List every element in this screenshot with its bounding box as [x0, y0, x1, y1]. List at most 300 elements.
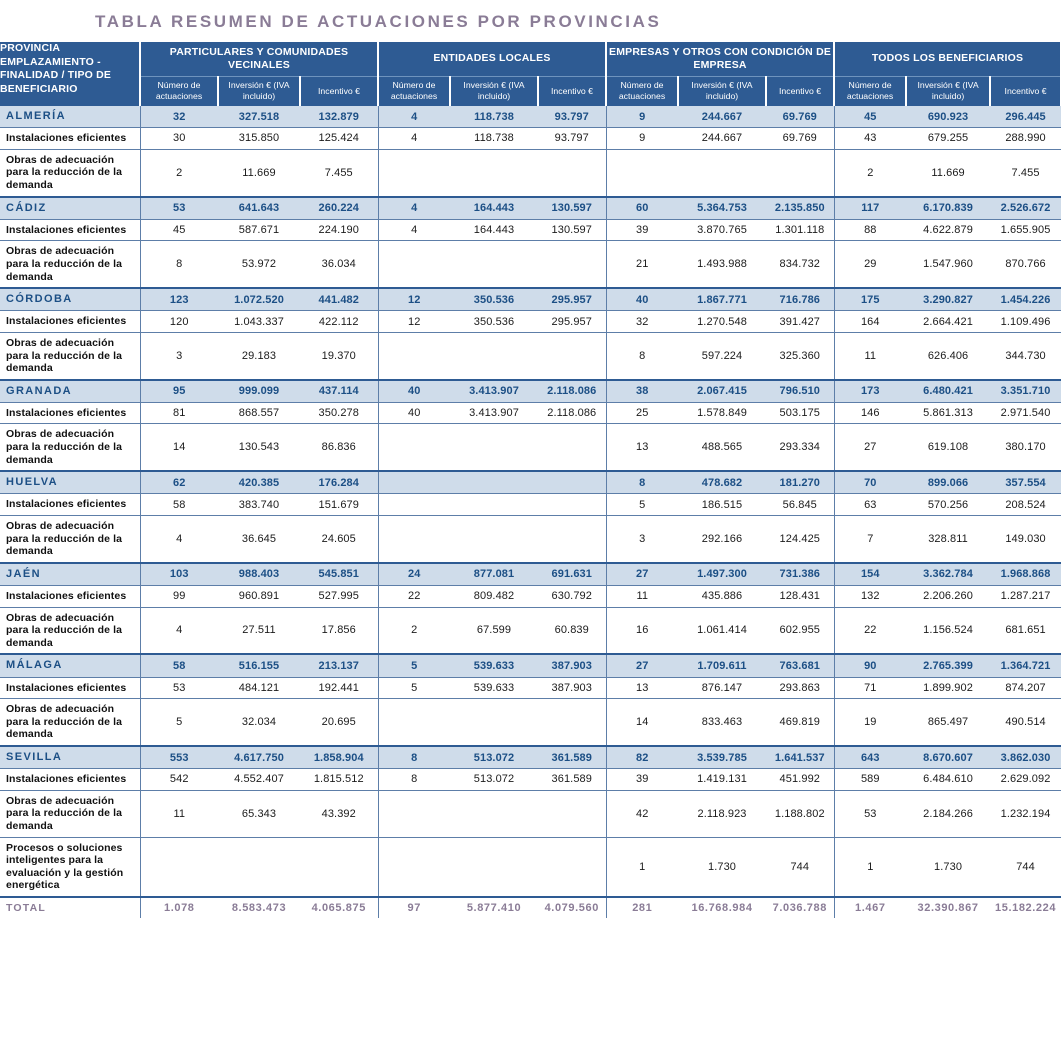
table-cell: 2.135.850	[766, 197, 834, 220]
table-cell: 244.667	[678, 128, 766, 150]
table-cell: 435.886	[678, 586, 766, 608]
row-label: Obras de adecuación para la reducción de la demanda	[0, 607, 140, 654]
row-label: Instalaciones eficientes	[0, 311, 140, 333]
table-cell: 16.768.984	[678, 897, 766, 919]
table-cell: 69.769	[766, 128, 834, 150]
table-cell: 63	[834, 494, 906, 516]
table-cell: 117	[834, 197, 906, 220]
table-cell: 181.270	[766, 471, 834, 494]
table-cell: 796.510	[766, 380, 834, 403]
table-cell	[538, 494, 606, 516]
table-cell: 3.290.827	[906, 288, 990, 311]
table-cell: 2.067.415	[678, 380, 766, 403]
table-cell: 809.482	[450, 586, 538, 608]
header-sub-actuaciones-2: Número de actuaciones	[378, 76, 450, 106]
table-cell	[218, 837, 300, 897]
table-cell: 11.669	[218, 149, 300, 196]
table-cell: 539.633	[450, 654, 538, 677]
table-cell: 12	[378, 311, 450, 333]
table-cell: 9	[606, 106, 678, 128]
table-cell: 589	[834, 769, 906, 791]
table-cell: 213.137	[300, 654, 378, 677]
table-cell: 13	[606, 424, 678, 471]
table-cell: 1.493.988	[678, 241, 766, 288]
table-row-obras	[0, 149, 1061, 196]
header-sub-inversion-4: Inversión € (IVA incluido)	[906, 76, 990, 106]
table-cell: 1	[834, 837, 906, 897]
header-group-todos: TODOS LOS BENEFICIARIOS	[834, 42, 1061, 76]
table-cell: 626.406	[906, 332, 990, 379]
table-cell: 1.364.721	[990, 654, 1061, 677]
table-cell: 488.565	[678, 424, 766, 471]
table-cell: 387.903	[538, 654, 606, 677]
table-row-obras	[0, 241, 1061, 288]
table-cell: 58	[140, 654, 218, 677]
table-cell	[538, 241, 606, 288]
table-cell	[450, 332, 538, 379]
table-cell: 146	[834, 402, 906, 424]
header-sub-incentivo-4: Incentivo €	[990, 76, 1061, 106]
table-cell: 1.709.611	[678, 654, 766, 677]
table-cell: 3.413.907	[450, 380, 538, 403]
row-label: Obras de adecuación para la reducción de la demanda	[0, 516, 140, 563]
table-cell: 132	[834, 586, 906, 608]
table-cell: 60.839	[538, 607, 606, 654]
table-cell: 5.364.753	[678, 197, 766, 220]
table-cell: 361.589	[538, 769, 606, 791]
table-cell: 2.206.260	[906, 586, 990, 608]
table-cell: 2.184.266	[906, 790, 990, 837]
table-cell: 587.671	[218, 219, 300, 241]
table-cell: 834.732	[766, 241, 834, 288]
table-cell: 53	[140, 677, 218, 699]
table-cell: 12	[378, 288, 450, 311]
table-cell: 545.851	[300, 563, 378, 586]
header-corner-label: PROVINCIA EMPLAZAMIENTO - FINALIDAD / TIPO DE BENEFICIARIO	[0, 42, 140, 106]
province-name: MÁLAGA	[0, 654, 140, 677]
table-cell: 437.114	[300, 380, 378, 403]
table-cell: 865.497	[906, 699, 990, 746]
table-cell: 11	[834, 332, 906, 379]
province-name: CÓRDOBA	[0, 288, 140, 311]
table-cell: 45	[140, 219, 218, 241]
table-cell: 38	[606, 380, 678, 403]
table-cell: 118.738	[450, 128, 538, 150]
summary-table	[0, 42, 1061, 918]
table-cell: 870.766	[990, 241, 1061, 288]
table-cell: 643	[834, 746, 906, 769]
table-cell: 173	[834, 380, 906, 403]
table-cell	[378, 471, 450, 494]
table-cell: 691.631	[538, 563, 606, 586]
table-cell: 3.362.784	[906, 563, 990, 586]
table-cell: 602.955	[766, 607, 834, 654]
table-cell: 293.863	[766, 677, 834, 699]
table-cell: 8	[606, 471, 678, 494]
table-cell	[378, 332, 450, 379]
table-cell	[450, 699, 538, 746]
table-row-obras	[0, 516, 1061, 563]
table-cell: 1.730	[906, 837, 990, 897]
table-cell: 357.554	[990, 471, 1061, 494]
row-label: Instalaciones eficientes	[0, 402, 140, 424]
table-row-province	[0, 654, 1061, 677]
header-group-entidades-locales: ENTIDADES LOCALES	[378, 42, 606, 76]
table-cell: 5	[140, 699, 218, 746]
table-cell: 3.351.710	[990, 380, 1061, 403]
province-name: JAÉN	[0, 563, 140, 586]
table-cell: 690.923	[906, 106, 990, 128]
table-cell: 27.511	[218, 607, 300, 654]
table-cell: 295.957	[538, 311, 606, 333]
table-cell: 86.836	[300, 424, 378, 471]
table-cell: 1.043.337	[218, 311, 300, 333]
table-cell	[450, 494, 538, 516]
table-cell: 4.552.407	[218, 769, 300, 791]
table-cell: 22	[378, 586, 450, 608]
table-cell: 1.419.131	[678, 769, 766, 791]
table-cell: 2	[378, 607, 450, 654]
table-cell: 208.524	[990, 494, 1061, 516]
table-cell: 67.599	[450, 607, 538, 654]
table-cell	[538, 149, 606, 196]
table-cell: 7.036.788	[766, 897, 834, 919]
table-cell: 5.877.410	[450, 897, 538, 919]
row-label: Instalaciones eficientes	[0, 586, 140, 608]
table-cell	[378, 149, 450, 196]
row-label: Instalaciones eficientes	[0, 494, 140, 516]
table-row-total	[0, 897, 1061, 919]
table-cell: 82	[606, 746, 678, 769]
table-cell: 3.413.907	[450, 402, 538, 424]
table-cell: 40	[378, 402, 450, 424]
table-cell: 32	[606, 311, 678, 333]
table-row-eficientes	[0, 494, 1061, 516]
table-cell: 32	[140, 106, 218, 128]
table-cell: 3.539.785	[678, 746, 766, 769]
table-cell	[378, 837, 450, 897]
table-cell: 69.769	[766, 106, 834, 128]
table-cell: 4	[378, 128, 450, 150]
table-cell: 58	[140, 494, 218, 516]
table-cell: 422.112	[300, 311, 378, 333]
header-group-empresas: EMPRESAS Y OTROS CON CONDICIÓN DE EMPRESA	[606, 42, 834, 76]
table-cell: 21	[606, 241, 678, 288]
table-cell: 13	[606, 677, 678, 699]
table-row-province	[0, 106, 1061, 128]
table-cell: 11	[140, 790, 218, 837]
table-row-obras	[0, 332, 1061, 379]
total-label: TOTAL	[0, 897, 140, 919]
table-cell: 103	[140, 563, 218, 586]
table-cell: 1.497.300	[678, 563, 766, 586]
table-cell: 8.670.607	[906, 746, 990, 769]
table-cell: 14	[140, 424, 218, 471]
table-cell: 2.118.086	[538, 402, 606, 424]
table-cell	[538, 837, 606, 897]
table-cell: 344.730	[990, 332, 1061, 379]
table-cell: 3.862.030	[990, 746, 1061, 769]
table-cell	[450, 837, 538, 897]
table-cell: 553	[140, 746, 218, 769]
table-cell	[378, 790, 450, 837]
table-cell: 2.664.421	[906, 311, 990, 333]
table-cell: 130.597	[538, 197, 606, 220]
table-row-obras	[0, 790, 1061, 837]
table-cell: 988.403	[218, 563, 300, 586]
table-cell: 679.255	[906, 128, 990, 150]
table-cell: 7	[834, 516, 906, 563]
table-cell: 2.526.672	[990, 197, 1061, 220]
row-label: Obras de adecuación para la reducción de la demanda	[0, 424, 140, 471]
table-cell: 8	[378, 746, 450, 769]
table-cell: 868.557	[218, 402, 300, 424]
table-cell	[450, 471, 538, 494]
table-cell: 1.109.496	[990, 311, 1061, 333]
table-row-eficientes	[0, 311, 1061, 333]
table-cell: 3.870.765	[678, 219, 766, 241]
table-cell: 128.431	[766, 586, 834, 608]
table-cell: 42	[606, 790, 678, 837]
table-cell: 93.797	[538, 128, 606, 150]
table-cell: 960.891	[218, 586, 300, 608]
table-row-eficientes	[0, 769, 1061, 791]
table-cell: 8	[606, 332, 678, 379]
table-cell: 484.121	[218, 677, 300, 699]
table-cell: 2.765.399	[906, 654, 990, 677]
table-cell: 1.655.905	[990, 219, 1061, 241]
page-title: TABLA RESUMEN DE ACTUACIONES POR PROVINCIAS	[95, 12, 662, 31]
table-cell: 2	[140, 149, 218, 196]
row-label: Instalaciones eficientes	[0, 128, 140, 150]
table-cell: 24	[378, 563, 450, 586]
table-cell: 325.360	[766, 332, 834, 379]
table-cell: 1.270.548	[678, 311, 766, 333]
table-cell: 350.536	[450, 288, 538, 311]
table-cell: 151.679	[300, 494, 378, 516]
table-cell: 40	[606, 288, 678, 311]
table-cell	[450, 149, 538, 196]
table-cell: 1.547.960	[906, 241, 990, 288]
table-row-obras	[0, 607, 1061, 654]
table-cell: 876.147	[678, 677, 766, 699]
table-cell: 25	[606, 402, 678, 424]
table-cell: 6.170.839	[906, 197, 990, 220]
table-cell: 11.669	[906, 149, 990, 196]
table-cell: 192.441	[300, 677, 378, 699]
table-cell: 53	[834, 790, 906, 837]
table-cell: 1.061.414	[678, 607, 766, 654]
table-cell: 186.515	[678, 494, 766, 516]
table-cell: 5	[606, 494, 678, 516]
table-cell	[378, 516, 450, 563]
table-cell	[538, 332, 606, 379]
table-cell: 53.972	[218, 241, 300, 288]
table-cell: 88	[834, 219, 906, 241]
table-cell	[450, 241, 538, 288]
table-cell: 260.224	[300, 197, 378, 220]
table-cell	[450, 516, 538, 563]
table-cell	[606, 149, 678, 196]
table-cell: 17.856	[300, 607, 378, 654]
table-cell	[140, 837, 218, 897]
table-cell: 391.427	[766, 311, 834, 333]
table-cell: 3	[140, 332, 218, 379]
table-cell	[538, 424, 606, 471]
table-cell: 95	[140, 380, 218, 403]
table-cell: 1.078	[140, 897, 218, 919]
table-cell: 7.455	[990, 149, 1061, 196]
table-cell: 6.480.421	[906, 380, 990, 403]
table-cell: 3	[606, 516, 678, 563]
table-cell: 315.850	[218, 128, 300, 150]
table-row-eficientes	[0, 586, 1061, 608]
table-cell: 350.278	[300, 402, 378, 424]
table-cell: 19	[834, 699, 906, 746]
table-cell: 7.455	[300, 149, 378, 196]
table-cell	[678, 149, 766, 196]
table-cell: 99	[140, 586, 218, 608]
table-cell: 5	[378, 677, 450, 699]
table-cell: 124.425	[766, 516, 834, 563]
table-cell: 39	[606, 219, 678, 241]
table-cell: 20.695	[300, 699, 378, 746]
table-cell: 149.030	[990, 516, 1061, 563]
table-row-obras	[0, 699, 1061, 746]
table-cell: 120	[140, 311, 218, 333]
table-cell: 30	[140, 128, 218, 150]
header-sub-inversion-3: Inversión € (IVA incluido)	[678, 76, 766, 106]
table-cell: 164.443	[450, 197, 538, 220]
table-cell: 451.992	[766, 769, 834, 791]
row-label: Instalaciones eficientes	[0, 219, 140, 241]
table-cell: 5.861.313	[906, 402, 990, 424]
table-cell: 5	[378, 654, 450, 677]
table-cell: 763.681	[766, 654, 834, 677]
table-cell: 295.957	[538, 288, 606, 311]
table-cell: 1.867.771	[678, 288, 766, 311]
row-label: Obras de adecuación para la reducción de la demanda	[0, 241, 140, 288]
table-cell: 53	[140, 197, 218, 220]
table-cell: 292.166	[678, 516, 766, 563]
table-cell: 40	[378, 380, 450, 403]
table-cell: 9	[606, 128, 678, 150]
row-label: Instalaciones eficientes	[0, 677, 140, 699]
table-cell: 527.995	[300, 586, 378, 608]
table-cell: 60	[606, 197, 678, 220]
table-cell: 15.182.224	[990, 897, 1061, 919]
table-cell: 328.811	[906, 516, 990, 563]
table-cell	[538, 699, 606, 746]
table-cell: 513.072	[450, 769, 538, 791]
table-cell: 164	[834, 311, 906, 333]
table-cell: 1.858.904	[300, 746, 378, 769]
table-row-procesos	[0, 837, 1061, 897]
table-cell: 2	[834, 149, 906, 196]
table-cell: 27	[606, 654, 678, 677]
table-cell: 874.207	[990, 677, 1061, 699]
row-label: Procesos o soluciones inteligentes para la evaluación y la gestión energética	[0, 837, 140, 897]
table-cell: 22	[834, 607, 906, 654]
table-cell: 4	[378, 219, 450, 241]
table-cell: 118.738	[450, 106, 538, 128]
table-cell: 833.463	[678, 699, 766, 746]
province-name: HUELVA	[0, 471, 140, 494]
table-cell: 570.256	[906, 494, 990, 516]
table-cell: 2.629.092	[990, 769, 1061, 791]
table-cell: 288.990	[990, 128, 1061, 150]
table-row-eficientes	[0, 677, 1061, 699]
province-name: ALMERÍA	[0, 106, 140, 128]
table-cell: 731.386	[766, 563, 834, 586]
table-row-province	[0, 288, 1061, 311]
table-body	[0, 106, 1061, 918]
table-cell: 93.797	[538, 106, 606, 128]
table-cell: 744	[990, 837, 1061, 897]
table-cell: 383.740	[218, 494, 300, 516]
table-cell: 4.065.875	[300, 897, 378, 919]
table-cell: 539.633	[450, 677, 538, 699]
table-cell	[538, 516, 606, 563]
table-cell: 81	[140, 402, 218, 424]
table-cell: 65.343	[218, 790, 300, 837]
table-cell	[538, 471, 606, 494]
table-cell: 62	[140, 471, 218, 494]
table-cell: 641.643	[218, 197, 300, 220]
table-cell: 8	[378, 769, 450, 791]
table-cell: 327.518	[218, 106, 300, 128]
table-cell: 716.786	[766, 288, 834, 311]
table-cell: 542	[140, 769, 218, 791]
table-cell: 1.287.217	[990, 586, 1061, 608]
table-cell	[538, 790, 606, 837]
row-label: Obras de adecuación para la reducción de la demanda	[0, 699, 140, 746]
header-group-particulares: PARTICULARES Y COMUNIDADES VECINALES	[140, 42, 378, 76]
table-cell: 123	[140, 288, 218, 311]
row-label: Obras de adecuación para la reducción de la demanda	[0, 149, 140, 196]
table-cell: 70	[834, 471, 906, 494]
table-cell: 43.392	[300, 790, 378, 837]
header-sub-incentivo-1: Incentivo €	[300, 76, 378, 106]
table-cell: 999.099	[218, 380, 300, 403]
header-sub-actuaciones-3: Número de actuaciones	[606, 76, 678, 106]
header-sub-inversion-1: Inversión € (IVA incluido)	[218, 76, 300, 106]
table-cell	[378, 494, 450, 516]
table-cell: 1.578.849	[678, 402, 766, 424]
table-cell: 32.390.867	[906, 897, 990, 919]
province-name: CÁDIZ	[0, 197, 140, 220]
table-row-province	[0, 563, 1061, 586]
table-header	[0, 42, 1061, 106]
table-cell: 619.108	[906, 424, 990, 471]
table-cell: 441.482	[300, 288, 378, 311]
table-row-eficientes	[0, 402, 1061, 424]
table-cell: 1.454.226	[990, 288, 1061, 311]
table-cell	[766, 149, 834, 196]
table-cell: 387.903	[538, 677, 606, 699]
table-cell: 597.224	[678, 332, 766, 379]
table-cell: 469.819	[766, 699, 834, 746]
table-cell: 32.034	[218, 699, 300, 746]
table-cell: 19.370	[300, 332, 378, 379]
table-cell: 503.175	[766, 402, 834, 424]
table-cell: 630.792	[538, 586, 606, 608]
table-cell: 130.543	[218, 424, 300, 471]
table-row-eficientes	[0, 219, 1061, 241]
table-cell: 513.072	[450, 746, 538, 769]
table-cell	[450, 790, 538, 837]
table-row-province	[0, 471, 1061, 494]
